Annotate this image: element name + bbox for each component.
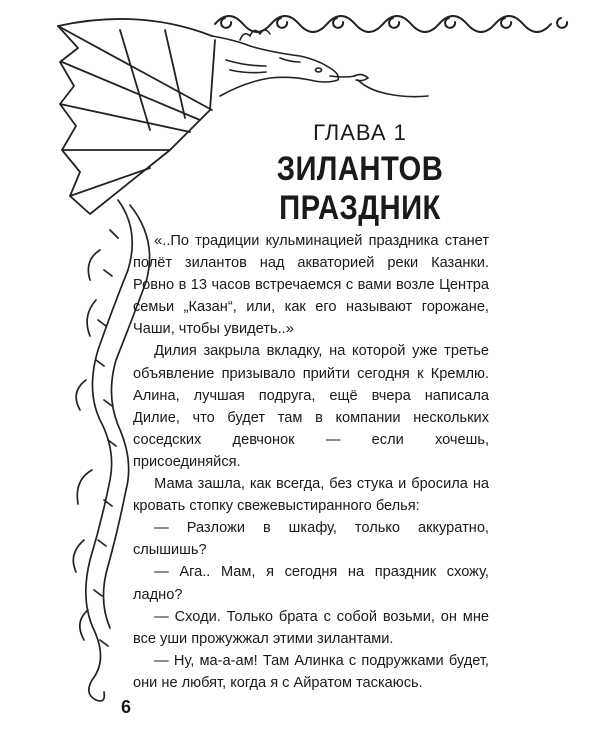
paragraph: Мама зашла, как всегда, без стука и бросила на кровать стопку свежевыстиранного белья: xyxy=(133,476,489,515)
paragraph: «..По традиции кульминацией праздника станет полёт зилантов над акваторией реки Казанки. Ровно в 13 часов встречаемся с вами возле Центра семьи „Казан“, или, как его называют горожане, Чаши, чтобы увидеть..» xyxy=(133,233,489,338)
dragon-wing xyxy=(58,19,215,214)
paragraph: Дилия закрыла вкладку, на которой уже третье объявление призывало прийти сегодня к Кремлю. Алина, лучшая подруга, ещё вчера написала Дилие, что будет там в компании нескольких соседских девчонок — если хочешь, присоединяйся. xyxy=(133,343,489,470)
dragon-head xyxy=(212,30,428,97)
paragraph: — Ну, ма-а-ам! Там Алинка с подружками будет, они не любят, когда я с Айратом таскаюсь. xyxy=(133,652,489,691)
chapter-title: ЗИЛАНТОВ ПРАЗДНИК xyxy=(276,150,444,227)
paragraph: — Сходи. Только брата с собой возьми, он мне все уши прожужжал этими зилантами. xyxy=(133,608,489,647)
page-number: 6 xyxy=(121,697,132,717)
swirl-border xyxy=(215,16,567,32)
chapter-text xyxy=(133,230,489,694)
paragraph: — Ага.. Мам, я сегодня на праздник схожу, ладно? xyxy=(133,564,489,603)
chapter-label: ГЛАВА 1 xyxy=(313,120,407,145)
paragraph: — Разложи в шкафу, только аккуратно, слышишь? xyxy=(133,520,489,559)
